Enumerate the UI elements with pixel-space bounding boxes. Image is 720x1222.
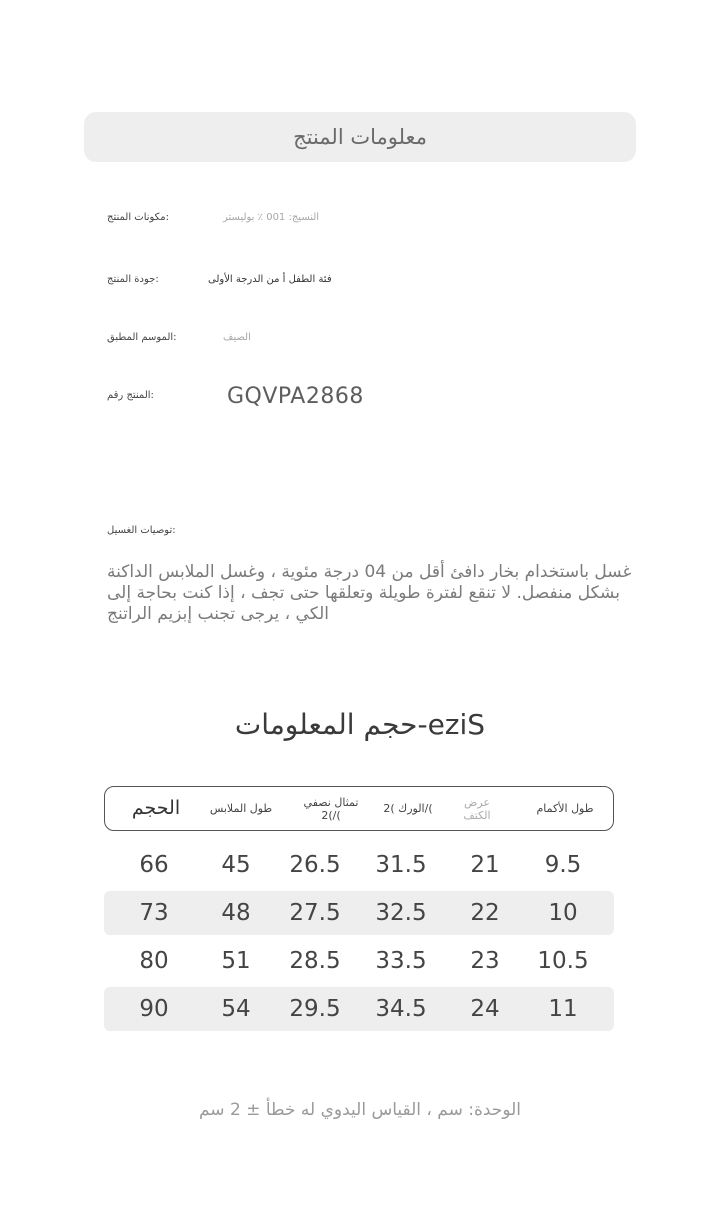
cell-size: 66 bbox=[139, 852, 169, 878]
cell-sleeve: 11 bbox=[548, 996, 578, 1022]
header-sleeve: طول الأكمام bbox=[536, 802, 594, 815]
cell-length: 45 bbox=[221, 852, 251, 878]
quality-label: جودة المنتج: bbox=[107, 274, 159, 285]
header-bust: تمثال نصفي )2/( bbox=[303, 795, 359, 822]
cell-shoulder: 24 bbox=[470, 996, 500, 1022]
cell-length: 51 bbox=[221, 948, 251, 974]
product-info-title: معلومات المنتج bbox=[84, 112, 636, 162]
table-row bbox=[104, 987, 614, 1031]
table-row bbox=[104, 843, 614, 887]
unit-note: الوحدة: سم ، القياس اليدوي له خطأ ± 2 سم bbox=[198, 1100, 522, 1120]
cell-bust: 27.5 bbox=[289, 900, 341, 926]
product-number-value: GQVPA2868 bbox=[227, 384, 364, 409]
quality-value: فئة الطفل أ من الدرجة الأولى bbox=[208, 274, 332, 285]
cell-hip: 32.5 bbox=[375, 900, 427, 926]
header-hip: الورك )2/( bbox=[383, 802, 433, 815]
cell-shoulder: 23 bbox=[470, 948, 500, 974]
washing-label: توصيات الغسيل: bbox=[107, 525, 176, 536]
table-row bbox=[104, 939, 614, 983]
composition-value: النسيج: 001 ٪ بوليستر bbox=[223, 212, 320, 223]
cell-bust: 29.5 bbox=[289, 996, 341, 1022]
cell-size: 80 bbox=[139, 948, 169, 974]
cell-sleeve: 10.5 bbox=[537, 948, 589, 974]
product-number-label: المنتج رقم: bbox=[107, 390, 154, 401]
cell-sleeve: 10 bbox=[548, 900, 578, 926]
cell-hip: 34.5 bbox=[375, 996, 427, 1022]
season-value: الصيف bbox=[223, 332, 251, 343]
header-size: الحجم bbox=[131, 797, 181, 819]
cell-bust: 26.5 bbox=[289, 852, 341, 878]
cell-size: 73 bbox=[139, 900, 169, 926]
size-info-title: eziS-حجم المعلومات bbox=[234, 708, 486, 741]
season-label: الموسم المطبق: bbox=[107, 332, 177, 343]
cell-bust: 28.5 bbox=[289, 948, 341, 974]
cell-hip: 33.5 bbox=[375, 948, 427, 974]
table-row bbox=[104, 891, 614, 935]
cell-shoulder: 22 bbox=[470, 900, 500, 926]
cell-shoulder: 21 bbox=[470, 852, 500, 878]
header-length: طول الملابس bbox=[209, 802, 273, 815]
cell-size: 90 bbox=[139, 996, 169, 1022]
cell-length: 54 bbox=[221, 996, 251, 1022]
composition-label: مكونات المنتج: bbox=[107, 212, 169, 223]
cell-sleeve: 9.5 bbox=[544, 852, 582, 878]
size-table-header bbox=[104, 786, 614, 831]
cell-length: 48 bbox=[221, 900, 251, 926]
header-shoulder: عرض الكتف bbox=[463, 795, 491, 822]
cell-hip: 31.5 bbox=[375, 852, 427, 878]
washing-instructions: غسل باستخدام بخار دافئ أقل من 04 درجة مئوية ، وغسل الملابس الداكنة بشكل منفصل. لا تنقع لفترة طويلة وتعلقها حتى تجف ، إذا كنت بحاجة إلى الكي ، يرجى تجنب إبزيم الراتنج bbox=[107, 562, 632, 624]
